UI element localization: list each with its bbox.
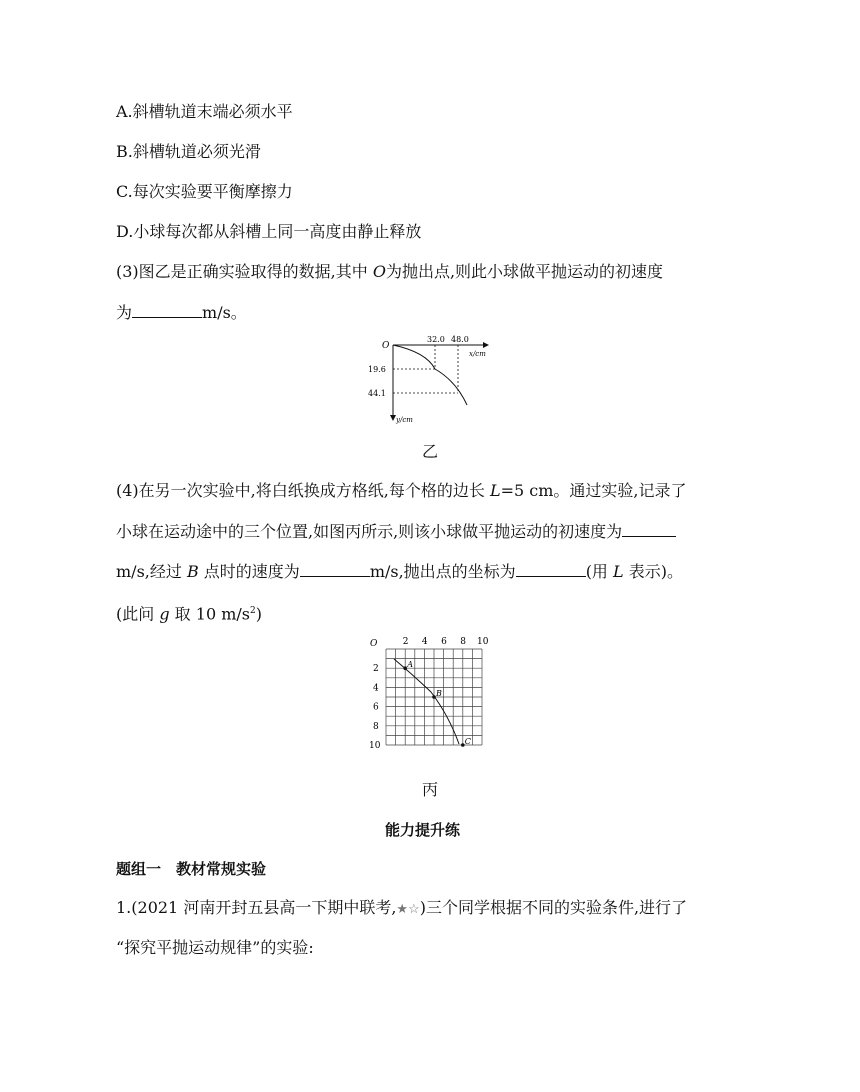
x-tick-label: 8 [460,637,467,647]
origin-label: O [370,639,378,649]
group-title: 题组一 教材常规实验 [116,860,267,878]
q3-origin-symbol: O [372,262,386,281]
answer-blank-origin[interactable] [516,561,586,577]
q3-text-b: 为抛出点,则此小球做平抛运动的初速度 [385,262,664,281]
q4-text-e: 点时的速度为 [198,562,300,581]
q3-line2 [116,302,247,323]
answer-blank-q3[interactable] [132,302,202,318]
difficulty-star-icon: ★☆ [396,902,420,917]
tick-labels [369,637,489,751]
q4-line3 [116,561,683,582]
q4-text-a: (4)在另一次实验中,将白纸换成方格纸,每个格的边长 [116,481,490,500]
q1-text-a: 1.(2021 河南开封五县高一下期中联考, [116,898,397,917]
y-tick-label: 4 [373,683,379,694]
x-tick-label: 6 [441,637,447,647]
q4-superscript: 2 [250,606,256,616]
q1-text-b: )三个同学根据不同的实验条件,进行了 [419,898,688,917]
points [403,660,471,747]
q4-text-h: 表示)。 [623,562,683,581]
option-d: D.小球每次都从斜槽上同一高度由静止释放 [116,222,422,241]
figure-yi-caption: 乙 [422,442,439,461]
q4-L-symbol: L [489,481,501,500]
q4-text-c: 小球在运动途中的三个位置,如图丙所示,则该小球做平抛运动的初速度为 [116,522,623,541]
origin-label: O [382,341,390,351]
y-tick-label: 10 [369,741,381,751]
figure-bing [364,634,494,752]
y-tick-label: 19.6 [368,365,386,374]
q4-text-d: m/s,经过 [116,562,187,581]
figure-yi [360,334,500,430]
q4-line4 [116,601,262,624]
q4-line2 [116,521,676,542]
q3-text-c: 为 [116,303,133,322]
answer-blank-v0[interactable] [622,521,676,537]
x-tick-label: 4 [421,637,428,647]
q3-unit: m/s。 [202,303,247,322]
q3-line1 [116,262,663,282]
y-tick-label: 2 [373,664,379,675]
q3-text-a: (3)图乙是正确实验取得的数据,其中 [116,262,373,281]
y-axis-label: y/cm [396,416,413,424]
point-label: A [407,660,413,670]
q4-text-f: m/s,抛出点的坐标为 [369,562,516,581]
section-title: 能力提升练 [385,821,461,839]
q4-text-k: ) [255,604,262,624]
q1-line1 [116,898,687,920]
q4-g-symbol: g [159,604,170,624]
y-tick-label: 8 [373,721,379,732]
q4-line1 [116,481,686,501]
option-c: C.每次实验要平衡摩擦力 [116,182,293,201]
point-label: B [436,689,442,698]
q4-text-g: (用 [585,562,614,581]
trajectory-curve [394,659,459,744]
q4-text-b: =5 cm。通过实验,记录了 [500,481,687,500]
figure-bing-caption: 丙 [422,780,439,799]
trajectory-curve [393,345,467,405]
answer-blank-vb[interactable] [300,561,370,577]
x-axis-label: x/cm [469,350,486,358]
q4-L-symbol-2: L [613,562,624,581]
x-tick-label: 10 [477,637,489,647]
option-b: B.斜槽轨道必须光滑 [116,142,261,161]
x-tick-label: 32.0 [427,335,445,344]
y-tick-label: 6 [373,702,379,713]
q4-text-j: 取 10 m/s [169,604,250,624]
x-tick-label: 48.0 [451,335,469,344]
option-a: A.斜槽轨道末端必须水平 [116,102,293,121]
q4-B-symbol: B [186,562,199,581]
y-tick-label: 44.1 [368,389,386,398]
q1-line2: “探究平抛运动规律”的实验: [116,938,314,957]
q4-text-i: (此问 [116,604,160,624]
x-tick-label: 2 [402,637,409,647]
point-label: C [464,737,471,746]
